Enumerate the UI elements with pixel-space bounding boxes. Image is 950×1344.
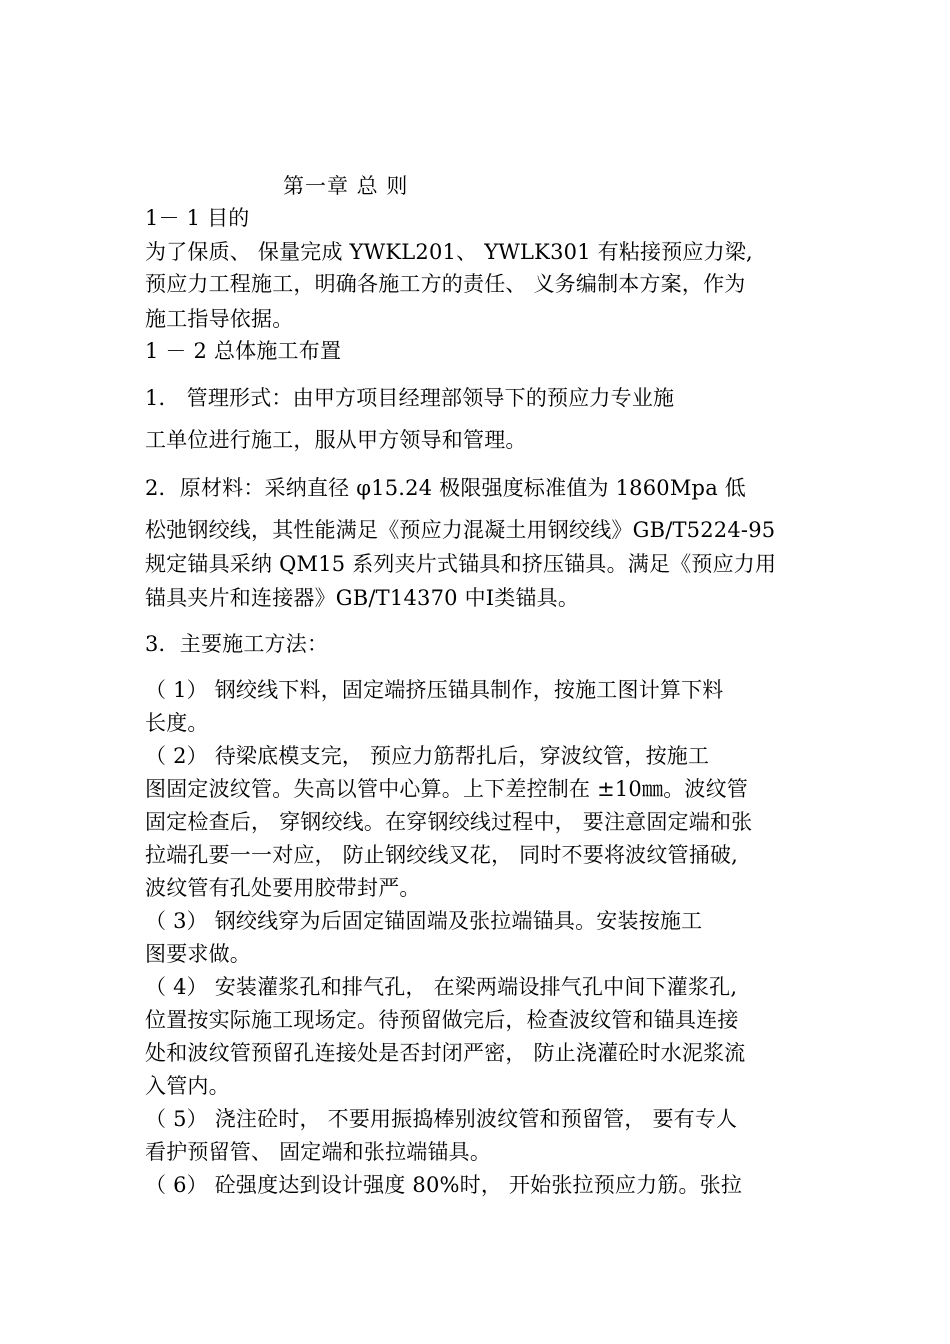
list-item-line: 入管内。 [145, 1074, 230, 1098]
paragraph-line: 松弛钢绞线，其性能满足《预应力混凝土用钢绞线》GB/T5224-95 [145, 518, 776, 542]
list-item-line: 看护预留管、 固定端和张拉端锚具。 [145, 1140, 492, 1164]
list-item-line: 图要求做。 [145, 942, 251, 966]
list-item-line: （ 5） 浇注砼时， 不要用振捣棒别波纹管和预留管， 要有专人 [145, 1107, 738, 1131]
paragraph-line: 2．原材料：采纳直径 φ15.24 极限强度标准值为 1860Mpa 低 [145, 476, 746, 500]
list-item-line: 波纹管有孔处要用胶带封严。 [145, 876, 421, 900]
list-item-line: 处和波纹管预留孔连接处是否封闭严密， 防止浇灌砼时水泥浆流 [145, 1041, 746, 1065]
paragraph-line: 为了保质、 保量完成 YWKL201、 YWLK301 有粘接预应力梁, [145, 240, 753, 264]
section-heading-1-2: 1 － 2 总体施工布置 [145, 339, 342, 363]
paragraph-line: 规定锚具采纳 QM15 系列夹片式锚具和挤压锚具。满足《预应力用 [145, 552, 777, 576]
paragraph-line: 工单位进行施工，服从甲方领导和管理。 [145, 428, 527, 452]
list-item-line: 拉端孔要一一对应， 防止钢绞线叉花， 同时不要将波纹管捅破, [145, 843, 739, 867]
list-item-line: （ 1） 钢绞线下料，固定端挤压锚具制作，按施工图计算下料 [145, 678, 724, 702]
paragraph-line: 1． 管理形式：由甲方项目经理部领导下的预应力专业施 [145, 386, 675, 410]
list-item-line: 长度。 [145, 711, 209, 735]
list-item-line: （ 4） 安装灌浆孔和排气孔， 在梁两端设排气孔中间下灌浆孔, [145, 975, 738, 999]
chapter-title: 第一章 总 则 [283, 174, 409, 198]
section-heading-1-1: 1－ 1 目的 [145, 206, 250, 230]
list-item-line: （ 6） 砼强度达到设计强度 80%时， 开始张拉预应力筋。张拉 [145, 1173, 743, 1197]
subheading-line: 3．主要施工方法： [145, 632, 329, 656]
list-item-line: （ 3） 钢绞线穿为后固定锚固端及张拉端锚具。安装按施工 [145, 909, 703, 933]
paragraph-line: 施工指导依据。 [145, 307, 294, 331]
list-item-line: 位置按实际施工现场定。待预留做完后，检查波纹管和锚具连接 [145, 1008, 739, 1032]
list-item-line: （ 2） 待梁底模支完， 预应力筋帮扎后，穿波纹管，按施工 [145, 744, 710, 768]
paragraph-line: 锚具夹片和连接器》GB/T14370 中Ⅰ类锚具。 [145, 586, 580, 610]
list-item-line: 图固定波纹管。失高以管中心算。上下差控制在 ±10㎜。波纹管 [145, 777, 748, 801]
paragraph-line: 预应力工程施工，明确各施工方的责任、 义务编制本方案，作为 [145, 272, 746, 296]
list-item-line: 固定检查后， 穿钢绞线。在穿钢绞线过程中， 要注意固定端和张 [145, 810, 753, 834]
